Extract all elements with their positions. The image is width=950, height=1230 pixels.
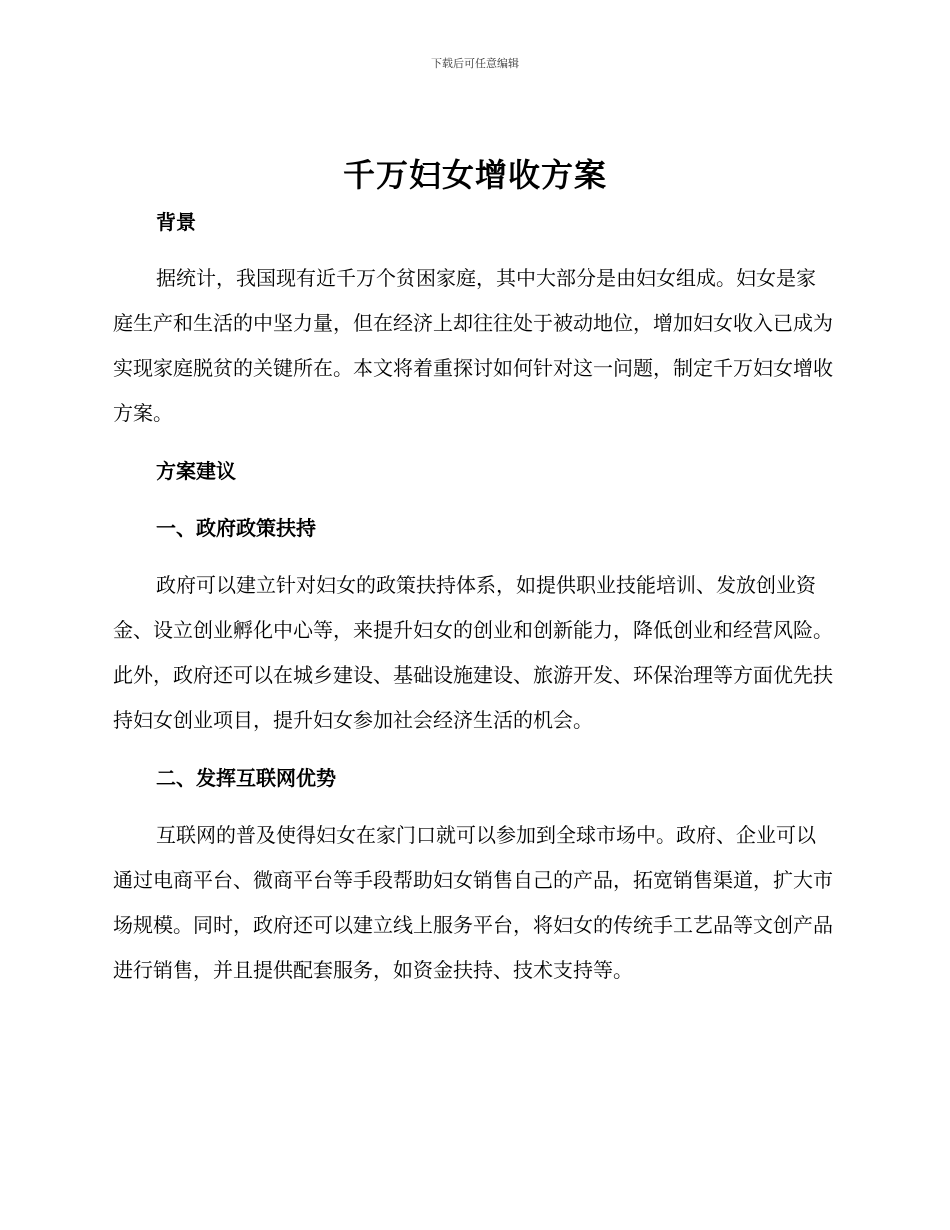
paragraph-government-policy: 政府可以建立针对妇女的政策扶持体系，如提供职业技能培训、发放创业资金、设立创业孵化中心等，来提升妇女的创业和创新能力，降低创业和经营风险。此外，政府还可以在城乡建设、基础设施建设、旅游开发、环保治理等方面优先扶持妇女创业项目，提升妇女参加社会经济生活的机会。 — [113, 573, 833, 732]
header-note: 下载后可任意编辑 — [431, 57, 519, 70]
section-heading-government-policy: 一、政府政策扶持 — [156, 516, 316, 540]
section-heading-background: 背景 — [156, 210, 196, 234]
paragraph-background: 据统计，我国现有近千万个贫困家庭，其中大部分是由妇女组成。妇女是家庭生产和生活的中坚力量，但在经济上却往往处于被动地位，增加妇女收入已成为实现家庭脱贫的关键所在。本文将着重探讨如何针对这一问题，制定千万妇女增收方案。 — [113, 266, 833, 425]
document-title: 千万妇女增收方案 — [342, 156, 607, 194]
paragraph-internet-advantage: 互联网的普及使得妇女在家门口就可以参加到全球市场中。政府、企业可以通过电商平台、微商平台等手段帮助妇女销售自己的产品，拓宽销售渠道，扩大市场规模。同时，政府还可以建立线上服务平台，将妇女的传统手工艺品等文创产品进行销售，并且提供配套服务，如资金扶持、技术支持等。 — [113, 823, 833, 982]
section-heading-internet-advantage: 二、发挥互联网优势 — [156, 766, 336, 790]
section-heading-proposals: 方案建议 — [156, 459, 236, 483]
